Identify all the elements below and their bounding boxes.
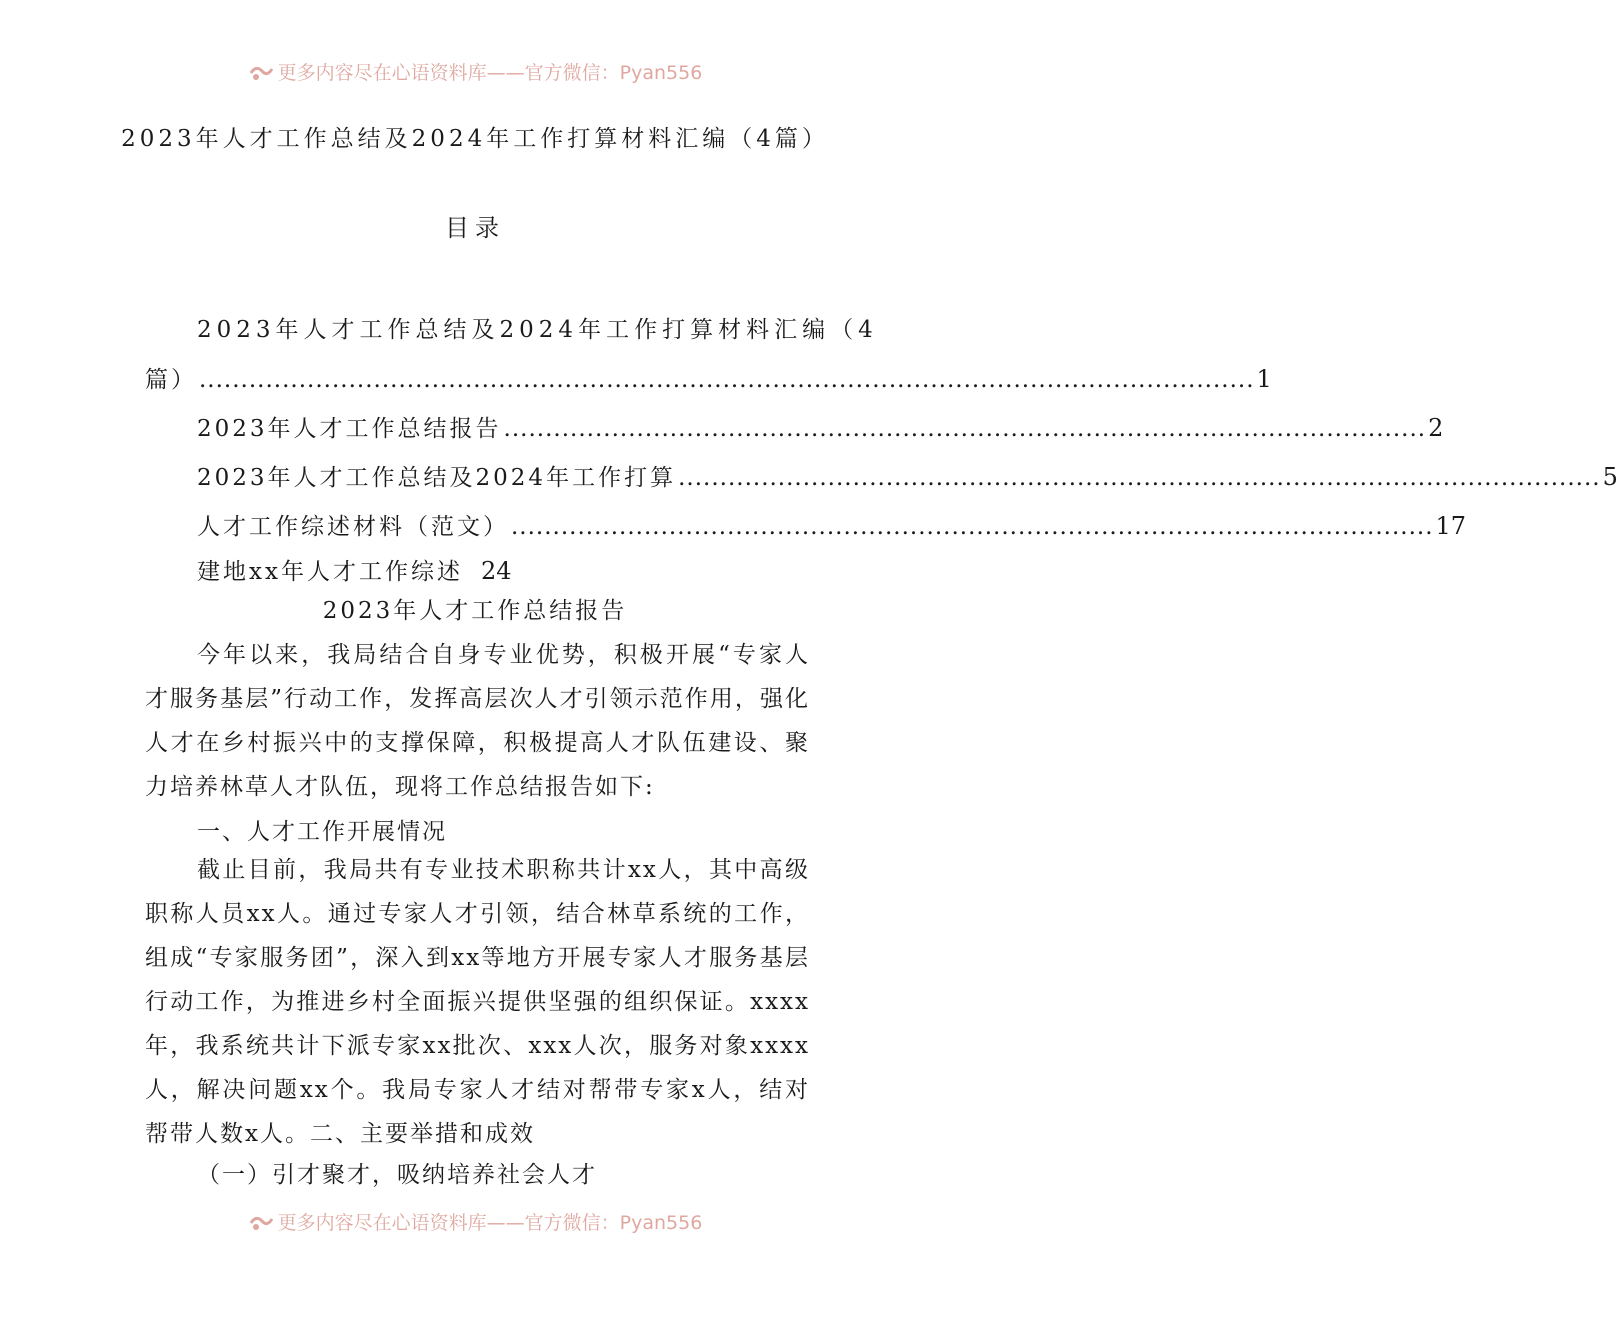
paragraph-text: 截止目前，我局共有专业技术职称共计xx人，其中高级职称人员xx人。通过专家人才引领，结合林草系统的工作，组成“专家服务团”，深入到xx等地方开展专家人才服务基层行动工作，为推进乡村全面振兴提供坚强的组织保证。xxxx年，我系统共计下派专家xx批次、xxx人次，服务对象xxxx人，解决问题xx个。我局专家人才结对帮带专家x人，结对帮带人数x人。二、主要举措和成效	[145, 857, 810, 1147]
toc-entry-1-line1[interactable]: 2023年人才工作总结及2024年工作打算材料汇编（4	[197, 317, 878, 343]
toc-entry-1[interactable]	[145, 355, 1272, 404]
heading-2	[145, 1153, 810, 1197]
toc-leader-dots: ...............................................................................................................	[511, 514, 1434, 540]
logo-icon	[248, 64, 274, 82]
toc-entry-label: 人才工作综述材料（范文）	[197, 514, 509, 540]
paragraph-status	[145, 848, 810, 1156]
toc-page-number: 24	[480, 557, 512, 585]
document-title: 2023年人才工作总结及2024年工作打算材料汇编（4篇）	[121, 126, 829, 152]
paragraph-text: 今年以来，我局结合自身专业优势，积极开展“专家人才服务基层”行动工作，发挥高层次人才引领示范作用，强化人才在乡村振兴中的支撑保障，积极提高人才队伍建设、聚力培养林草人才队伍，现将工作总结报告如下:	[145, 642, 810, 800]
watermark-header	[0, 58, 950, 85]
toc-entry-2[interactable]	[145, 404, 1444, 453]
watermark-footer	[0, 1208, 950, 1235]
toc-page-number: 2	[1428, 414, 1444, 442]
heading-text: 一、人才工作开展情况	[197, 819, 447, 845]
watermark-text: 更多内容尽在心语资料库——官方微信：Pyan556	[277, 62, 703, 84]
toc-leader-dots: ...............................................................................................................................	[199, 367, 1255, 393]
section-title: 2023年人才工作总结报告	[322, 598, 628, 624]
toc-entry-5[interactable]	[145, 551, 805, 591]
toc-entry-label: 篇）	[145, 367, 197, 393]
heading-text: （一）引才聚才，吸纳培养社会人才	[197, 1162, 597, 1188]
toc-entry-label: 2023年人才工作总结及2024年工作打算	[197, 465, 677, 491]
toc-leader-dots: ...............................................................................................................	[503, 416, 1427, 442]
toc-leader-dots: ...............................................................................................................	[678, 465, 1601, 491]
toc-heading: 目录	[445, 214, 505, 242]
table-of-contents	[145, 306, 1618, 591]
toc-page-number: 1	[1256, 365, 1272, 393]
toc-entry-4[interactable]	[145, 502, 1467, 551]
toc-page-number: 5	[1602, 463, 1618, 491]
watermark-text: 更多内容尽在心语资料库——官方微信：Pyan556	[277, 1212, 703, 1234]
toc-entry-label: 建地xx年人才工作综述	[197, 559, 463, 585]
toc-entry-label: 2023年人才工作总结报告	[197, 416, 502, 442]
logo-icon	[248, 1214, 274, 1232]
paragraph-intro	[145, 633, 810, 809]
toc-entry-3[interactable]	[145, 453, 1618, 502]
toc-page-number: 17	[1435, 512, 1467, 540]
